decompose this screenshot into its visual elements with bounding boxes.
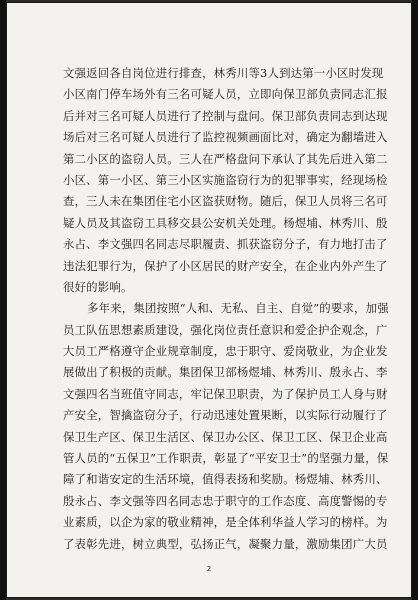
text-line-9: 永占、李文强四名同志尽职履责、抓获盗窃分子，有力地打击了 bbox=[63, 237, 388, 252]
text-line-7: 查，三人未在集团住宅小区盗获财物。随后，保卫人员将三名可 bbox=[63, 194, 388, 209]
text-line-18: 保卫生产区、保卫生活区、保卫办公区、保卫工区、保卫企业高 bbox=[63, 429, 388, 444]
page-number: 2 bbox=[206, 565, 212, 573]
text-line-6: 小区、第一小区、第三小区实施盗窃行为的犯罪事实，经现场检 bbox=[63, 172, 388, 187]
text-line-4: 场后对三名可疑人员进行了监控视频画面比对，确定为翻墙进入 bbox=[63, 130, 388, 145]
text-line-5: 第二小区的盗窃人员。三人在严格盘问下承认了其先后进入第二 bbox=[63, 151, 388, 166]
text-line-21: 殷永占、李文强等四名同志忠于职守的工作态度、高度警惕的专 bbox=[63, 493, 388, 508]
text-line-16: 文强四名当班值守同志，牢记保卫职责，为了保护员工人身与财 bbox=[63, 386, 388, 401]
body-text bbox=[63, 63, 389, 555]
text-line-10: 违法犯罪行为，保护了小区居民的财产安全，在企业内外产生了 bbox=[63, 258, 388, 273]
text-line-17: 产安全，智擒盗窃分子，行动迅速处置果断，以实际行动履行了 bbox=[63, 408, 388, 423]
text-line-19: 管人员的“五保卫”工作职责，彰显了“平安卫士”的坚强力量，保 bbox=[63, 451, 389, 466]
text-line-12: 多年来，集团按照“人和、无私、自主、自觉”的要求，加强 bbox=[87, 301, 389, 316]
text-line-23: 了表彰先进，树立典型，弘扬正气，凝聚力量，激励集团广大员 bbox=[63, 536, 388, 551]
text-line-20: 障了和谐安定的生活环境，值得表扬和奖励。杨煜埔、林秀川、 bbox=[63, 472, 388, 487]
scan-right-edge bbox=[412, 0, 418, 600]
text-line-22: 业素质，以企为家的敬业精神，是全体利华益人学习的榜样。为 bbox=[63, 515, 388, 530]
text-line-11: 很好的影响。 bbox=[63, 279, 133, 294]
text-line-13: 员工队伍思想素质建设，强化岗位责任意识和爱企护企观念，广 bbox=[63, 322, 388, 337]
document-page bbox=[6, 2, 412, 598]
text-line-8: 疑人员及其盗窃工具移交县公安机关处理。杨煜埔、林秀川、殷 bbox=[63, 215, 388, 230]
text-line-2: 小区南门停车场外有三名可疑人员，立即向保卫部负责同志汇报 bbox=[63, 87, 388, 102]
text-line-15: 展做出了积极的贡献。集团保卫部杨煜埔、林秀川、殷永占、李 bbox=[63, 365, 388, 380]
text-line-1: 文强返回各自岗位进行排查，林秀川等3人到达第一小区时发现 bbox=[63, 66, 384, 80]
text-line-3: 后并对三名可疑人员进行了控制与盘问。保卫部负责同志到达现 bbox=[63, 108, 388, 123]
text-line-14: 大员工严格遵守企业规章制度，忠于职守、爱岗敬业，为企业发 bbox=[63, 344, 388, 359]
